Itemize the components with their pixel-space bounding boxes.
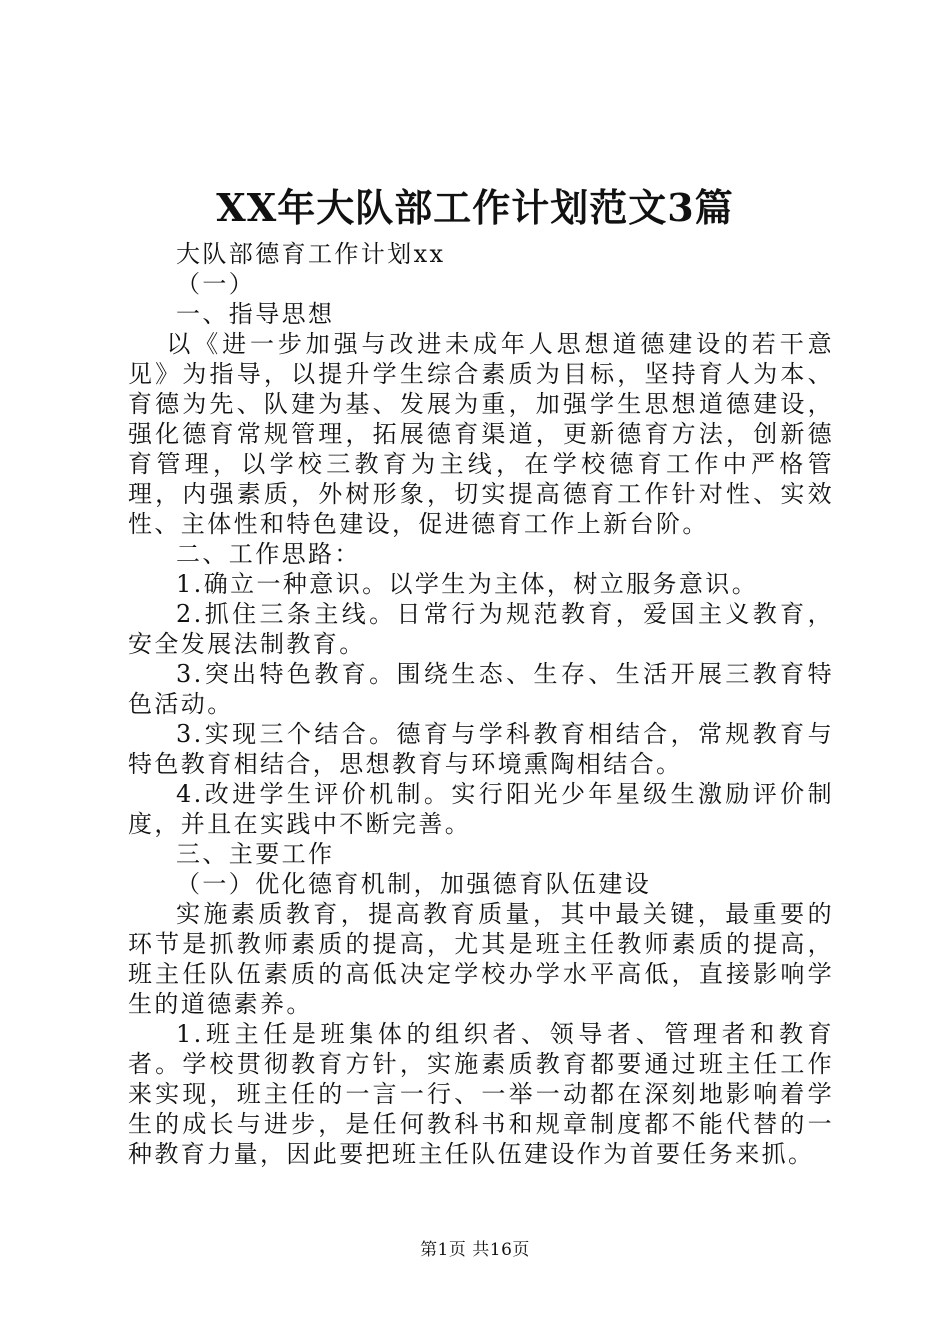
- section-heading: 三、主要工作: [176, 840, 335, 868]
- paragraph: 大队部德育工作计划xx: [176, 240, 446, 268]
- paragraph: 1.班主任是班集体的组织者、领导者、管理者和教育者。学校贯彻教育方针，实施素质教育都要通过班主任工作来实现，班主任的一言一行、一举一动都在深刻地影响着学生的成长与进步，是任何教科书和规章制度都不能代替的一种教育力量，因此要把班主任队伍建设作为首要任务来抓。: [128, 1020, 834, 1168]
- paragraph: 实施素质教育，提高教育质量，其中最关键，最重要的环节是抓教师素质的提高，尤其是班主任教师素质的提高，班主任队伍素质的高低决定学校办学水平高低，直接影响学生的道德素养。: [128, 900, 834, 1018]
- section-heading: 二、工作思路：: [176, 540, 361, 568]
- paragraph: 以《进一步加强与改进未成年人思想道德建设的若干意见》为指导，以提升学生综合素质为目标，坚持育人为本、育德为先、队建为基、发展为重，加强学生思想道德建设，强化德育常规管理，拓展德育渠道，更新德育方法，创新德育管理，以学校三教育为主线，在学校德育工作中严格管理，内强素质，外树形象，切实提高德育工作针对性、实效性、主体性和特色建设，促进德育工作上新台阶。: [128, 330, 834, 538]
- section-heading: 一、指导思想: [176, 300, 335, 328]
- document-body: [128, 239, 834, 1169]
- document-title: XX年大队部工作计划范文3篇: [216, 185, 734, 230]
- subsection-heading: （一）优化德育机制，加强德育队伍建设: [176, 870, 652, 898]
- list-item: 3.实现三个结合。德育与学科教育相结合，常规教育与特色教育相结合，思想教育与环境熏陶相结合。: [128, 720, 834, 778]
- list-item: 2.抓住三条主线。日常行为规范教育，爱国主义教育，安全发展法制教育。: [128, 600, 834, 658]
- list-item: 4.改进学生评价机制。实行阳光少年星级生激励评价制度，并且在实践中不断完善。: [128, 780, 834, 838]
- paragraph: （一）: [176, 270, 256, 298]
- page-footer: 第1页 共16页: [420, 1240, 530, 1260]
- list-item: 3.突出特色教育。围绕生态、生存、生活开展三教育特色活动。: [128, 660, 834, 718]
- list-item: 1.确立一种意识。以学生为主体，树立服务意识。: [176, 570, 759, 598]
